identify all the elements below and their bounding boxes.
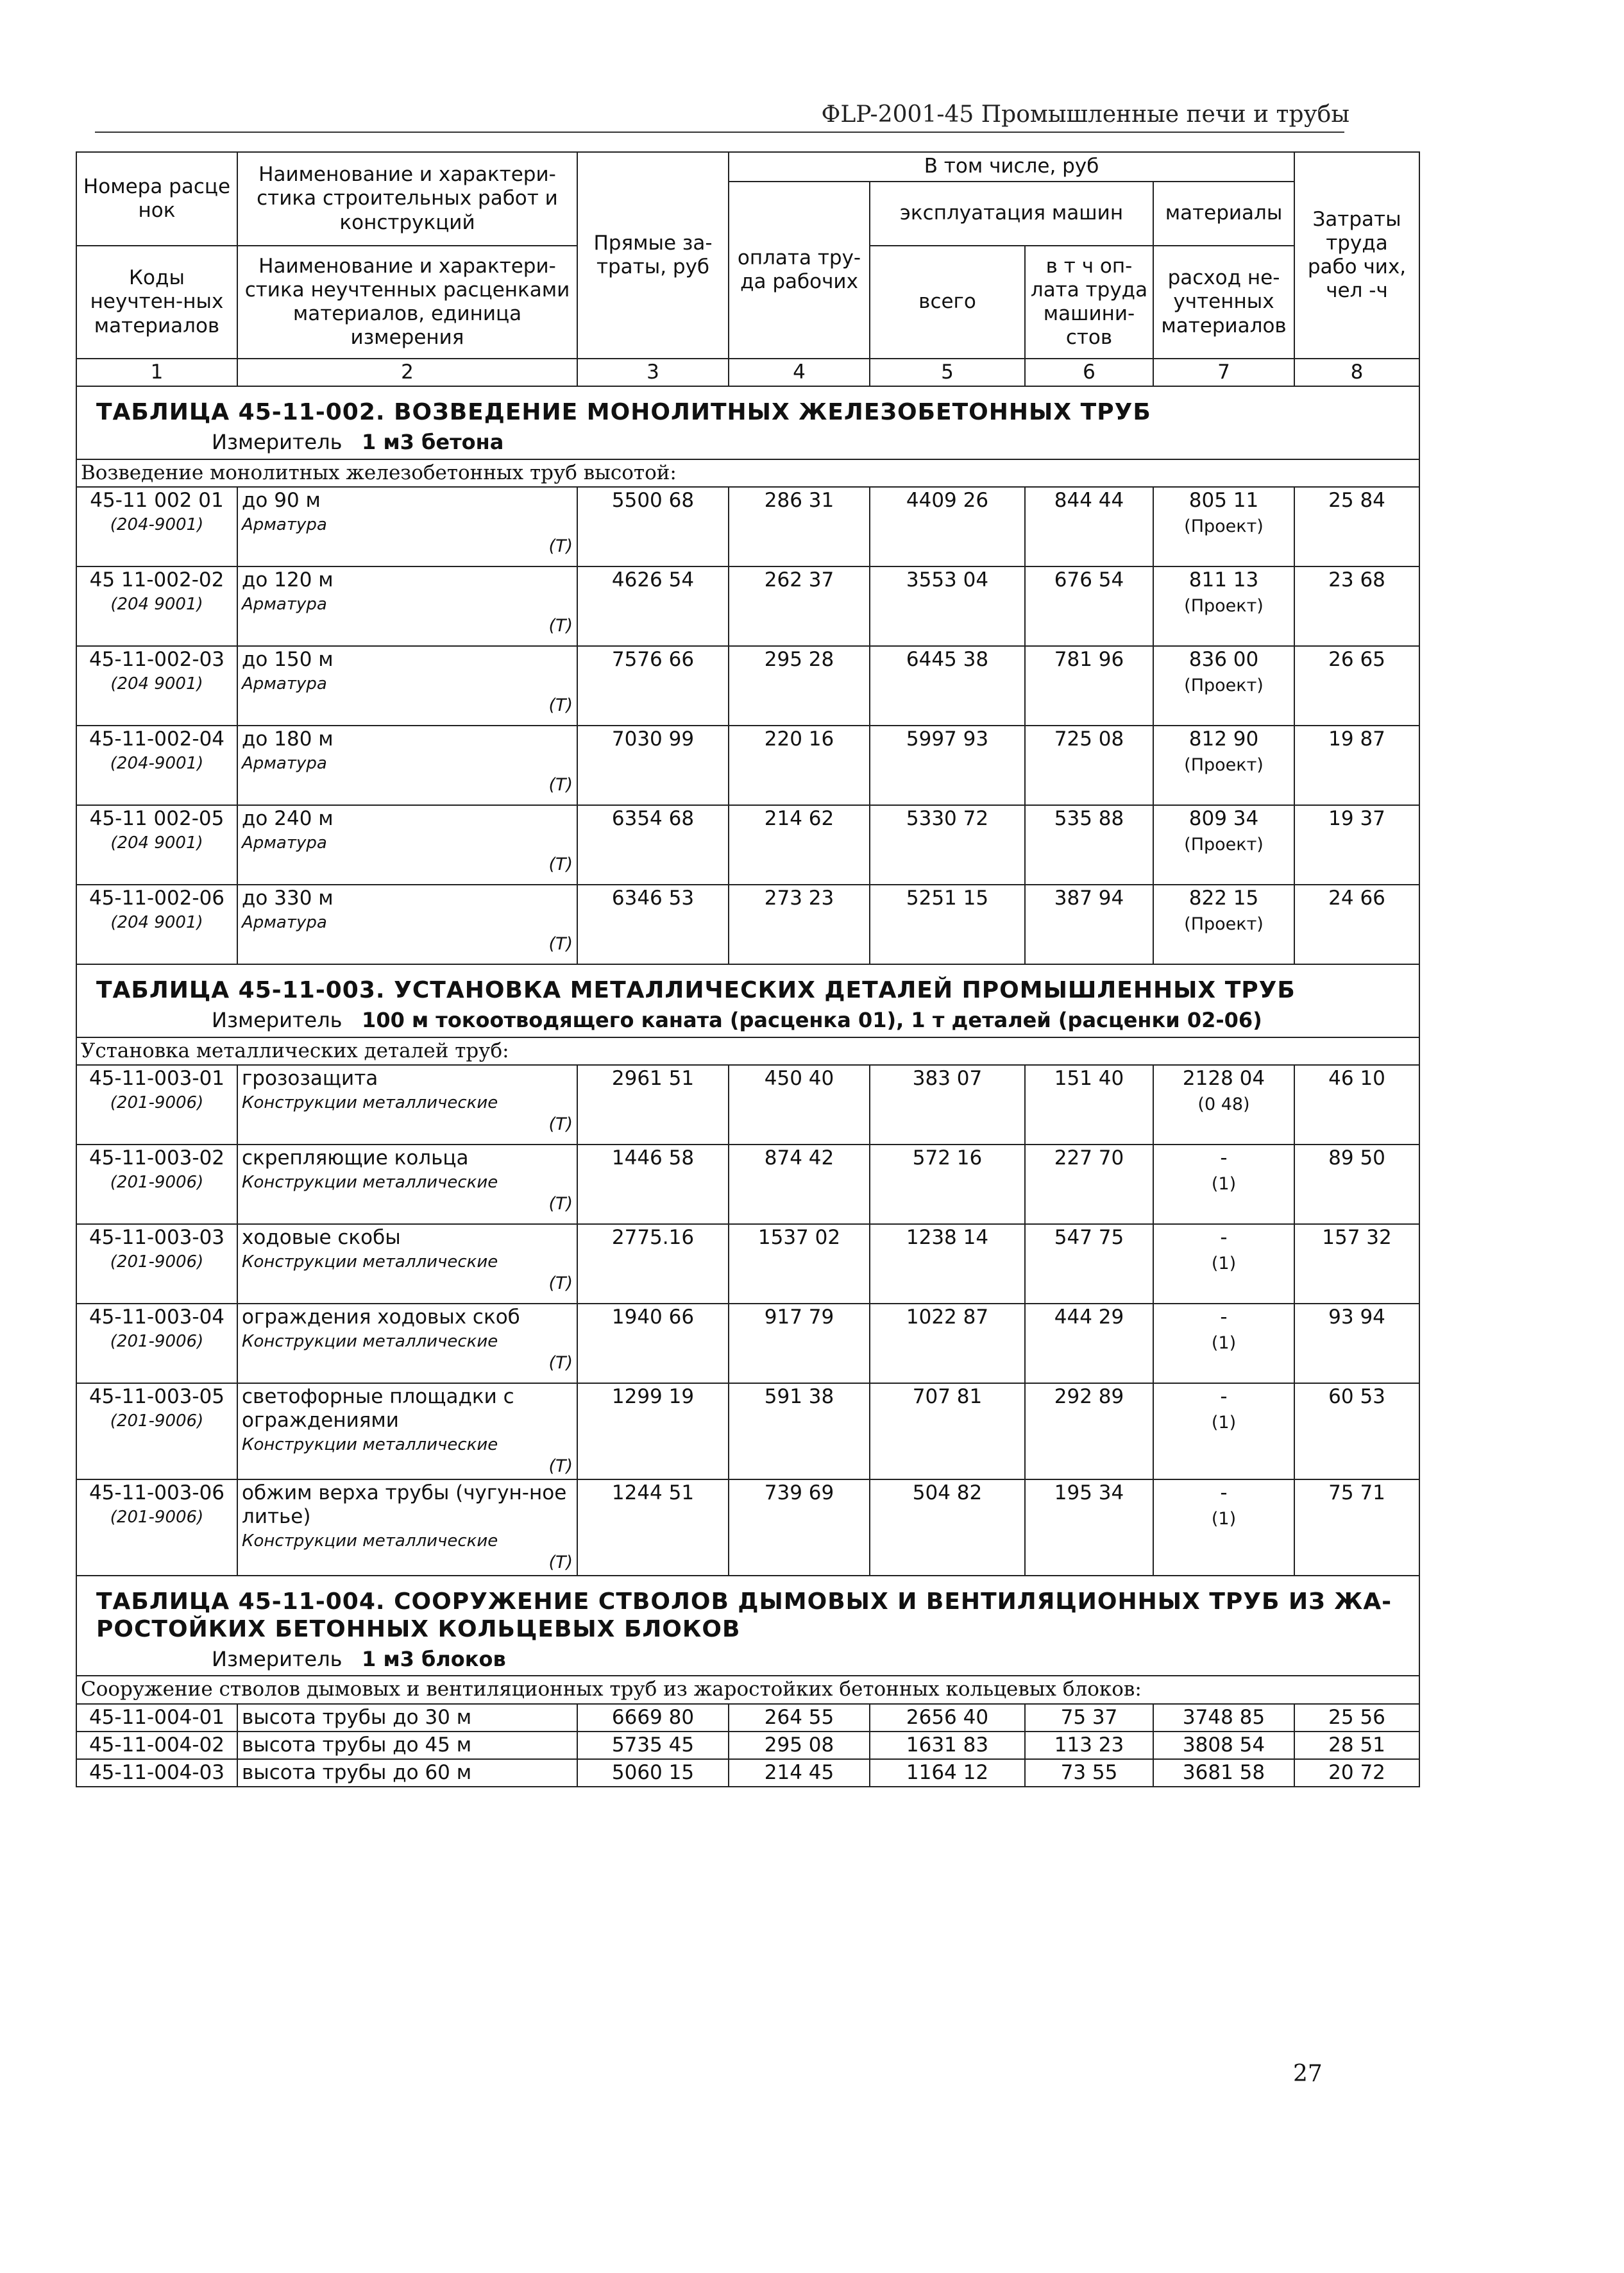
value-cell-c6: 387 94: [1025, 885, 1153, 964]
unit-tag: (Т): [548, 855, 573, 875]
work-name: ходовые скобы: [242, 1225, 401, 1249]
unit-tag: (Т): [548, 1553, 573, 1573]
rate-code: 45-11-003-05: [89, 1384, 225, 1408]
value-cell-c3: 1244 51: [577, 1479, 729, 1576]
materials-cell: [1153, 566, 1294, 646]
table-row: [76, 805, 1419, 885]
table-row: [76, 885, 1419, 964]
material-name: Арматура: [242, 674, 327, 694]
material-code: (201-9006): [110, 1411, 204, 1431]
material-code: (204 9001): [110, 595, 203, 615]
material-use-value: (Проект): [1184, 755, 1264, 776]
value-cell-c3: 1940 66: [577, 1304, 729, 1383]
value-cell-c4: 1537 02: [729, 1224, 870, 1304]
material-use-value: (0 48): [1197, 1094, 1250, 1114]
section-title: ТАБЛИЦА 45-11-003. УСТАНОВКА МЕТАЛЛИЧЕСКИХ ДЕТАЛЕЙ ПРОМЫШЛЕННЫХ ТРУБ: [96, 976, 1296, 1003]
material-code: (201-9006): [110, 1507, 204, 1527]
col-number: 8: [1294, 359, 1419, 386]
material-name: Арматура: [242, 833, 327, 853]
table-row: [76, 1479, 1419, 1576]
material-name: Конструкции металлические: [242, 1172, 498, 1192]
rate-code: 45-11-004-03: [76, 1759, 237, 1787]
value-cell-c5: 4409 26: [870, 487, 1025, 566]
table-section-heading: [76, 1576, 1419, 1676]
col-head-including: В том числе, руб: [729, 152, 1294, 182]
material-use-value: (1): [1211, 1412, 1237, 1433]
materials-cell: [1153, 805, 1294, 885]
value-cell-c5: 1631 83: [870, 1732, 1025, 1759]
table-row: [76, 1224, 1419, 1304]
material-code: (204-9001): [110, 754, 204, 774]
value-cell-c4: 739 69: [729, 1479, 870, 1576]
value-cell-c7: 3808 54: [1153, 1732, 1294, 1759]
material-use-value: (Проект): [1184, 835, 1264, 855]
materials-cell: [1153, 1065, 1294, 1145]
materials-cell: [1153, 1304, 1294, 1383]
value-cell-c5: 5997 93: [870, 726, 1025, 805]
material-use-value: (Проект): [1184, 676, 1264, 696]
material-code: (201-9006): [110, 1331, 204, 1351]
table-row: [76, 566, 1419, 646]
materials-cell: [1153, 885, 1294, 964]
value-cell-c4: 214 45: [729, 1759, 870, 1787]
rate-code: 45-11-002-04: [89, 727, 225, 751]
work-name-cell: [237, 1145, 577, 1224]
value-cell-c4: 295 28: [729, 646, 870, 726]
work-name-cell: [237, 646, 577, 726]
col-number: 4: [729, 359, 870, 386]
material-use-value: (1): [1211, 1508, 1237, 1529]
material-code: (204 9001): [110, 674, 203, 694]
table-row: [76, 1304, 1419, 1383]
rate-code: 45-11-003-04: [89, 1305, 225, 1329]
table-row: [76, 1759, 1419, 1787]
work-name: обжим верха трубы (чугун-ное литье): [242, 1481, 567, 1528]
table-section-heading: [76, 386, 1419, 459]
value-cell-c5: 572 16: [870, 1145, 1025, 1224]
value-cell-c3: 4626 54: [577, 566, 729, 646]
table-row: [76, 646, 1419, 726]
value-cell-c4: 273 23: [729, 885, 870, 964]
work-name: светофорные площадки с ограждениями: [242, 1384, 514, 1432]
col-number: 1: [76, 359, 237, 386]
value-cell-c3: 5060 15: [577, 1759, 729, 1787]
value-cell-c5: 5251 15: [870, 885, 1025, 964]
work-name: до 90 м: [242, 488, 321, 512]
value-cell-c5: 5330 72: [870, 805, 1025, 885]
value-cell-c5: 1022 87: [870, 1304, 1025, 1383]
work-name: до 330 м: [242, 886, 334, 910]
rate-code: 45-11-002-03: [89, 647, 225, 671]
value-cell-c3: 7030 99: [577, 726, 729, 805]
rate-code-cell: [76, 1145, 237, 1224]
rate-code: 45-11-003-01: [89, 1066, 225, 1090]
col-head-work-name: Наименование и характери-стика строительных работ и конструкций: [237, 152, 577, 246]
work-name-cell: [237, 1224, 577, 1304]
materials-value: -: [1220, 1225, 1228, 1249]
unit-tag: (Т): [548, 1194, 573, 1214]
material-name: Конструкции металлические: [242, 1435, 498, 1455]
rate-code-cell: [76, 646, 237, 726]
rate-code: 45-11-003-03: [89, 1225, 225, 1249]
value-cell-c3: 1299 19: [577, 1383, 729, 1479]
material-use-value: (1): [1211, 1173, 1237, 1194]
materials-cell: [1153, 1224, 1294, 1304]
value-cell-c4: 917 79: [729, 1304, 870, 1383]
section-measure: [96, 430, 1406, 454]
col-head-labor: Затраты труда рабо чих, чел -ч: [1294, 152, 1419, 359]
work-name-cell: [237, 1383, 577, 1479]
value-cell-c8: 23 68: [1294, 566, 1419, 646]
value-cell-c6: 725 08: [1025, 726, 1153, 805]
value-cell-c5: 707 81: [870, 1383, 1025, 1479]
value-cell-c6: 676 54: [1025, 566, 1153, 646]
rate-code-cell: [76, 1383, 237, 1479]
table-section-heading: [76, 964, 1419, 1037]
page-number: 27: [1293, 2061, 1323, 2087]
subsection-title: Установка металлических деталей труб:: [76, 1037, 1419, 1065]
unit-tag: (Т): [548, 616, 573, 636]
materials-value: -: [1220, 1384, 1228, 1408]
value-cell-c6: 195 34: [1025, 1479, 1153, 1576]
value-cell-c8: 46 10: [1294, 1065, 1419, 1145]
section-heading-cell: [76, 964, 1419, 1037]
value-cell-c4: 295 08: [729, 1732, 870, 1759]
value-cell-c6: 73 55: [1025, 1759, 1153, 1787]
value-cell-c5: 1164 12: [870, 1759, 1025, 1787]
value-cell-c3: 5735 45: [577, 1732, 729, 1759]
subsection-title: Сооружение стволов дымовых и вентиляционных труб из жаростойких бетонных кольцевых блоков:: [76, 1676, 1419, 1703]
value-cell-c4: 450 40: [729, 1065, 870, 1145]
unit-tag: (Т): [548, 1456, 573, 1477]
material-code: (201-9006): [110, 1252, 204, 1272]
section-measure: [96, 1008, 1406, 1032]
material-name: Конструкции металлические: [242, 1331, 498, 1351]
material-code: (204 9001): [110, 913, 203, 933]
subsection-heading: [76, 1676, 1419, 1703]
measure-label: Измеритель: [212, 1008, 343, 1033]
material-code: (204 9001): [110, 833, 203, 853]
unit-tag: (Т): [548, 934, 573, 955]
work-name: до 240 м: [242, 806, 334, 830]
materials-value: 811 13: [1188, 568, 1259, 592]
material-name: Арматура: [242, 595, 327, 615]
materials-value: 812 90: [1188, 727, 1259, 751]
value-cell-c8: 19 87: [1294, 726, 1419, 805]
col-head-machines: эксплуатация машин: [870, 182, 1153, 246]
measure-label: Измеритель: [212, 1647, 343, 1671]
work-name-cell: [237, 1479, 577, 1576]
material-use-value: (1): [1211, 1332, 1237, 1353]
value-cell-c3: 5500 68: [577, 487, 729, 566]
section-title: ТАБЛИЦА 45-11-002. ВОЗВЕДЕНИЕ МОНОЛИТНЫХ ЖЕЛЕЗОБЕТОННЫХ ТРУБ: [96, 399, 1151, 426]
value-cell-c4: 214 62: [729, 805, 870, 885]
rate-code: 45-11-002-06: [89, 886, 225, 910]
value-cell-c3: 6669 80: [577, 1704, 729, 1732]
value-cell-c6: 75 37: [1025, 1704, 1153, 1732]
work-name: до 180 м: [242, 727, 334, 751]
value-cell-c6: 113 23: [1025, 1732, 1153, 1759]
work-name-cell: [237, 805, 577, 885]
section-heading-cell: [76, 1576, 1419, 1676]
value-cell-c6: 292 89: [1025, 1383, 1153, 1479]
col-head-material-codes: Коды неучтен-ных материалов: [76, 246, 237, 359]
value-cell-c6: 547 75: [1025, 1224, 1153, 1304]
col-head-material-name: Наименование и характери-стика неучтенных расценками материалов, единица измерения: [237, 246, 577, 359]
running-header: ФLP-2001-45 Промышленные печи и трубы: [821, 101, 1349, 128]
value-cell-c5: 6445 38: [870, 646, 1025, 726]
value-cell-c6: 151 40: [1025, 1065, 1153, 1145]
materials-cell: [1153, 1479, 1294, 1576]
value-cell-c8: 93 94: [1294, 1304, 1419, 1383]
work-name: высота трубы до 60 м: [237, 1759, 577, 1787]
materials-value: -: [1220, 1481, 1228, 1504]
unit-tag: (Т): [548, 1273, 573, 1294]
rate-code: 45-11-004-01: [76, 1704, 237, 1732]
materials-value: 822 15: [1188, 886, 1259, 910]
materials-cell: [1153, 1145, 1294, 1224]
material-code: (201-9006): [110, 1172, 204, 1192]
rate-code-cell: [76, 1224, 237, 1304]
table-row: [76, 487, 1419, 566]
value-cell-c4: 591 38: [729, 1383, 870, 1479]
value-cell-c3: 2775.16: [577, 1224, 729, 1304]
rate-code-cell: [76, 805, 237, 885]
value-cell-c8: 24 66: [1294, 885, 1419, 964]
value-cell-c8: 28 51: [1294, 1732, 1419, 1759]
materials-value: 809 34: [1188, 806, 1259, 830]
col-number: 3: [577, 359, 729, 386]
value-cell-c5: 3553 04: [870, 566, 1025, 646]
materials-cell: [1153, 487, 1294, 566]
section-heading-cell: [76, 386, 1419, 459]
measure-unit: 1 м3 блоков: [362, 1647, 506, 1671]
section-measure: [96, 1647, 1406, 1671]
rate-code-cell: [76, 1479, 237, 1576]
table-row: [76, 1732, 1419, 1759]
value-cell-c6: 444 29: [1025, 1304, 1153, 1383]
unit-tag: (Т): [548, 536, 573, 557]
work-name: ограждения ходовых скоб: [242, 1305, 520, 1329]
header-rule: [95, 132, 1344, 133]
col-head-machinist-pay: в т ч оп-лата труда машини-стов: [1025, 246, 1153, 359]
table-row: [76, 726, 1419, 805]
value-cell-c3: 2961 51: [577, 1065, 729, 1145]
work-name-cell: [237, 1065, 577, 1145]
value-cell-c5: 383 07: [870, 1065, 1025, 1145]
materials-cell: [1153, 1383, 1294, 1479]
subsection-heading: [76, 459, 1419, 487]
materials-value: -: [1220, 1305, 1228, 1329]
work-name-cell: [237, 566, 577, 646]
value-cell-c8: 157 32: [1294, 1224, 1419, 1304]
measure-label: Измеритель: [212, 430, 343, 455]
value-cell-c8: 25 56: [1294, 1704, 1419, 1732]
value-cell-c8: 89 50: [1294, 1145, 1419, 1224]
value-cell-c4: 220 16: [729, 726, 870, 805]
table-row: [76, 1145, 1419, 1224]
rate-code: 45-11 002 01: [90, 488, 224, 512]
value-cell-c3: 6354 68: [577, 805, 729, 885]
unit-tag: (Т): [548, 695, 573, 716]
column-number-row: [76, 359, 1419, 386]
col-head-material-use: расход не-учтенных материалов: [1153, 246, 1294, 359]
material-use-value: (Проект): [1184, 596, 1264, 617]
rate-code-cell: [76, 885, 237, 964]
value-cell-c8: 19 37: [1294, 805, 1419, 885]
work-name: высота трубы до 30 м: [237, 1704, 577, 1732]
col-head-codes: Номера расце нок: [76, 152, 237, 246]
rate-code-cell: [76, 1304, 237, 1383]
value-cell-c5: 2656 40: [870, 1704, 1025, 1732]
material-name: Арматура: [242, 515, 327, 535]
unit-tag: (Т): [548, 1114, 573, 1135]
header-row-1: [76, 152, 1419, 182]
value-cell-c6: 227 70: [1025, 1145, 1153, 1224]
section-title: ТАБЛИЦА 45-11-004. СООРУЖЕНИЕ СТВОЛОВ ДЫМОВЫХ И ВЕНТИЛЯЦИОННЫХ ТРУБ ИЗ ЖА-РОСТОЙКИХ БЕТОННЫХ КОЛЬЦЕВЫХ БЛОКОВ: [96, 1588, 1392, 1642]
value-cell-c8: 26 65: [1294, 646, 1419, 726]
work-name: до 120 м: [242, 568, 334, 592]
value-cell-c8: 60 53: [1294, 1383, 1419, 1479]
rate-code-cell: [76, 487, 237, 566]
value-cell-c3: 1446 58: [577, 1145, 729, 1224]
unit-tag: (Т): [548, 775, 573, 796]
materials-cell: [1153, 726, 1294, 805]
value-cell-c3: 7576 66: [577, 646, 729, 726]
materials-cell: [1153, 646, 1294, 726]
table-row: [76, 1065, 1419, 1145]
table-row: [76, 1704, 1419, 1732]
value-cell-c8: 20 72: [1294, 1759, 1419, 1787]
unit-tag: (Т): [548, 1353, 573, 1374]
rate-code: 45 11-002-02: [89, 568, 224, 592]
materials-value: 805 11: [1188, 488, 1259, 512]
col-number: 2: [237, 359, 577, 386]
value-cell-c8: 75 71: [1294, 1479, 1419, 1576]
value-cell-c4: 262 37: [729, 566, 870, 646]
work-name-cell: [237, 885, 577, 964]
materials-value: 836 00: [1188, 647, 1259, 671]
col-head-direct-costs: Прямые за-траты, руб: [577, 152, 729, 359]
value-cell-c7: 3748 85: [1153, 1704, 1294, 1732]
value-cell-c8: 25 84: [1294, 487, 1419, 566]
work-name-cell: [237, 1304, 577, 1383]
value-cell-c4: 874 42: [729, 1145, 870, 1224]
measure-unit: 1 м3 бетона: [362, 430, 504, 455]
subsection-title: Возведение монолитных железобетонных труб высотой:: [76, 459, 1419, 487]
materials-value: -: [1220, 1146, 1228, 1170]
material-name: Арматура: [242, 754, 327, 774]
col-number: 6: [1025, 359, 1153, 386]
rate-code: 45-11-003-02: [89, 1146, 225, 1170]
measure-unit: 100 м токоотводящего каната (расценка 01), 1 т деталей (расценки 02-06): [362, 1008, 1262, 1033]
work-name: до 150 м: [242, 647, 334, 671]
material-name: Конструкции металлические: [242, 1093, 498, 1112]
value-cell-c7: 3681 58: [1153, 1759, 1294, 1787]
value-cell-c6: 535 88: [1025, 805, 1153, 885]
material-code: (204-9001): [110, 515, 204, 535]
work-name-cell: [237, 487, 577, 566]
rate-code: 45-11-003-06: [89, 1481, 225, 1504]
rate-code-cell: [76, 726, 237, 805]
materials-value: 2128 04: [1182, 1066, 1265, 1090]
table-row: [76, 1383, 1419, 1479]
material-name: Арматура: [242, 913, 327, 933]
material-use-value: (Проект): [1184, 516, 1264, 537]
work-name: грозозащита: [242, 1066, 378, 1090]
value-cell-c5: 1238 14: [870, 1224, 1025, 1304]
material-code: (201-9006): [110, 1093, 204, 1112]
work-name-cell: [237, 726, 577, 805]
rate-code-cell: [76, 1065, 237, 1145]
col-head-materials: материалы: [1153, 182, 1294, 246]
rate-code: 45-11-004-02: [76, 1732, 237, 1759]
col-number: 7: [1153, 359, 1294, 386]
material-name: Конструкции металлические: [242, 1531, 498, 1551]
rate-code: 45-11 002-05: [89, 806, 224, 830]
col-head-machines-total: всего: [870, 246, 1025, 359]
value-cell-c6: 844 44: [1025, 487, 1153, 566]
subsection-heading: [76, 1037, 1419, 1065]
material-use-value: (1): [1211, 1253, 1237, 1273]
work-name: скрепляющие кольца: [242, 1146, 469, 1170]
material-use-value: (Проект): [1184, 914, 1264, 935]
work-name: высота трубы до 45 м: [237, 1732, 577, 1759]
value-cell-c6: 781 96: [1025, 646, 1153, 726]
value-cell-c3: 6346 53: [577, 885, 729, 964]
rates-table: [76, 151, 1420, 1787]
material-name: Конструкции металлические: [242, 1252, 498, 1272]
col-number: 5: [870, 359, 1025, 386]
rate-code-cell: [76, 566, 237, 646]
value-cell-c4: 264 55: [729, 1704, 870, 1732]
col-head-worker-pay: оплата тру-да рабочих: [729, 182, 870, 359]
value-cell-c4: 286 31: [729, 487, 870, 566]
value-cell-c5: 504 82: [870, 1479, 1025, 1576]
